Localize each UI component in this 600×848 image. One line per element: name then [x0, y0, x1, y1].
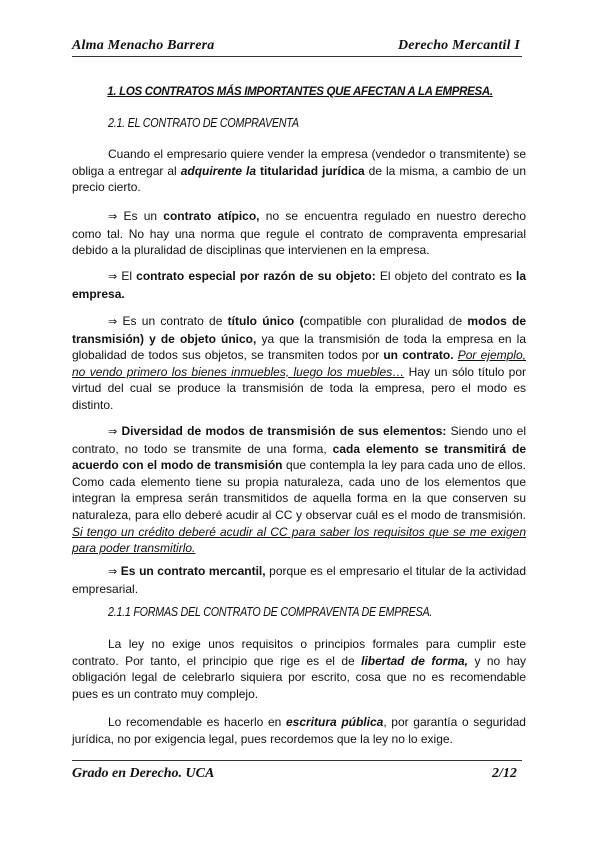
paragraph-3: ⇒ El contrato especial por razón de su objeto: El objeto del contrato es la empresa.: [72, 269, 526, 301]
arrow-icon: ⇒: [108, 425, 118, 438]
header-author: Alma Menacho Barrera: [72, 38, 215, 53]
arrow-icon: ⇒: [108, 565, 118, 578]
arrow-icon: ⇒: [108, 210, 118, 223]
header-subject: Derecho Mercantil I: [398, 38, 521, 53]
paragraph-6: ⇒ Es un contrato mercantil, porque es el empresario el titular de la actividad empresarial.: [72, 564, 526, 596]
page-number: 2/12: [492, 766, 517, 781]
arrow-icon: ⇒: [108, 315, 118, 328]
header-rule: [72, 56, 522, 57]
paragraph-5: ⇒ Diversidad de modos de transmisión de sus elementos: Siendo uno el contrato, no todo se transmite de una forma, cada elemento se transmitirá de acuerdo con el modo de transmisión que contempla la ley para cada uno de ellos. Como cada elemento tiene su propia naturaleza, cada uno de los elementos que integran la empresa serán transmitidos de aquella forma en la que conserven su naturaleza, para ello deberé acudir al CC y observar cuál es el modo de transmisión. Si tengo un crédito deberé acudir al CC para saber los requisitos que se me exigen para poder transmitirlo.: [72, 424, 527, 556]
section-title: 1. LOS CONTRATOS MÁS IMPORTANTES QUE AFECTAN A LA EMPRESA.: [107, 86, 493, 98]
subsection-title: 2.1. EL CONTRATO DE COMPRAVENTA: [108, 116, 299, 130]
subsubsection-title: 2.1.1 FORMAS DEL CONTRATO DE COMPRAVENTA DE EMPRESA.: [108, 605, 433, 619]
paragraph-8: Lo recomendable es hacerlo en escritura pública, por garantía o seguridad jurídica, no por exigencia legal, pues recordemos que la ley no lo exige.: [72, 715, 526, 746]
paragraph-1: Cuando el empresario quiere vender la empresa (vendedor o transmitente) se obliga a entregar al adquirente la titularidad jurídica de la misma, a cambio de un precio cierto.: [72, 147, 526, 195]
paragraph-7: La ley no exige unos requisitos o principios formales para cumplir este contrato. Por tanto, el principio que rige es el de libertad de forma, y no hay obligación legal de celebrarlo siquiera por escrito, cosa que no es recomendable pues es un contrato muy complejo.: [72, 637, 527, 701]
arrow-icon: ⇒: [108, 270, 118, 283]
paragraph-4: ⇒ Es un contrato de título único (compatible con pluralidad de modos de transmisión) y de objeto único, ya que la transmisión de toda la empresa en la globalidad de todos sus objetos, se transmiten todos por un contrato. Por ejemplo, no vendo primero los bienes inmuebles, luego los muebles… Hay un sólo título por virtud del cual se produce la transmisión de toda la empresa, pero el modo es distinto.: [72, 314, 527, 412]
footer-rule: [72, 760, 522, 761]
paragraph-2: ⇒ Es un contrato atípico, no se encuentra regulado en nuestro derecho como tal. No hay una norma que regule el contrato de compraventa empresarial debido a la pluralidad de disciplinas que intervienen en la empresa.: [72, 209, 527, 258]
footer-text: Grado en Derecho. UCA: [72, 766, 215, 781]
